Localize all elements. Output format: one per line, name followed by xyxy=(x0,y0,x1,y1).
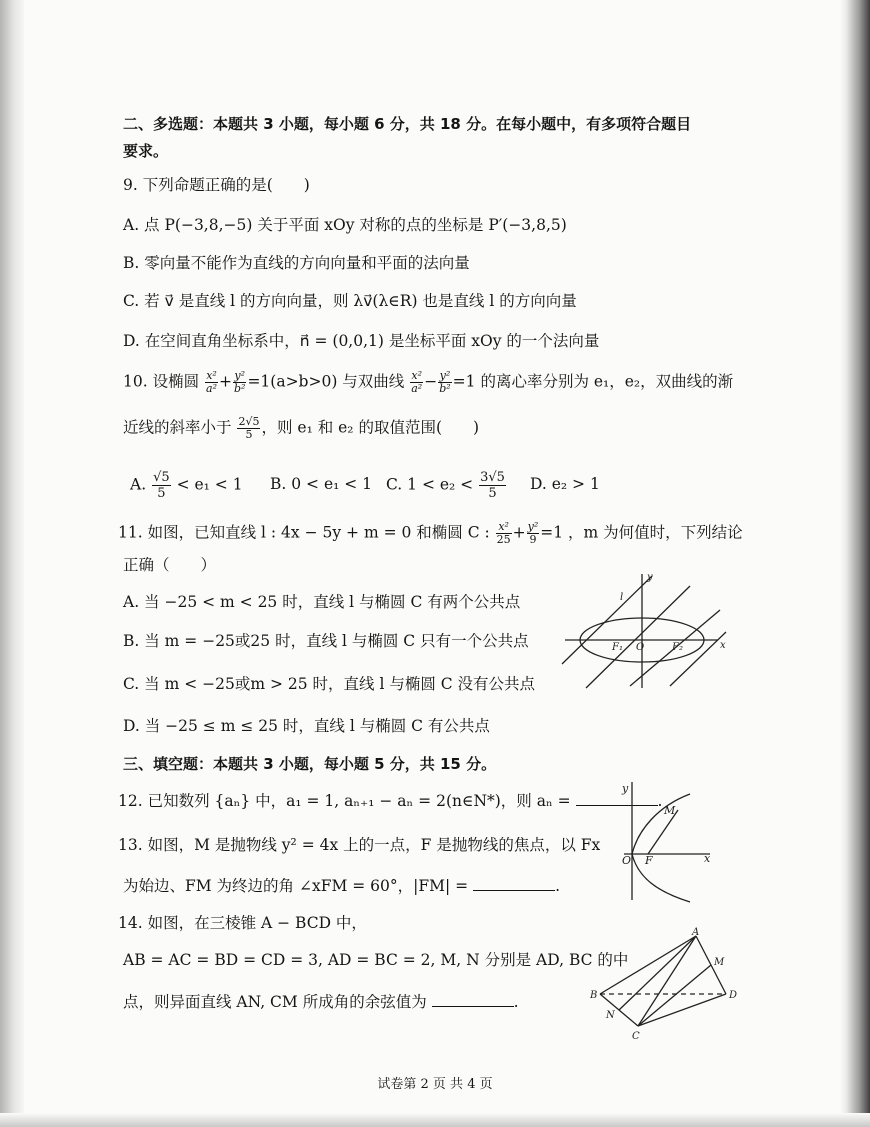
q14-figure-tetrahedron xyxy=(586,926,746,1042)
q14-fig-c-label: C xyxy=(632,1031,640,1042)
q9-option-c: C. 若 v⃗ 是直线 l 的方向向量，则 λv⃗(λ∈R) 也是直线 l 的方向向量 xyxy=(123,292,577,310)
q9-option-d: D. 在空间直角坐标系中，n⃗ = (0,0,1) 是坐标平面 xOy 的一个法向量 xyxy=(123,332,600,350)
q13-answer-blank[interactable] xyxy=(473,890,555,891)
q10-hyperbola-x-term: $\frac{\text{x²}}{\text{a²}}$ xyxy=(411,369,423,395)
segment-cm xyxy=(638,965,711,1026)
q11-line1 xyxy=(118,521,743,546)
paper-bottom-shadow xyxy=(0,1113,870,1127)
q10-option-c: C. 1 < e₂ < $\frac{3√5}{5}$ xyxy=(386,470,505,501)
q10-minus: − xyxy=(424,372,438,391)
q11-option-b: B. 当 m = −25或25 时，直线 l 与椭圆 C 只有一个公共点 xyxy=(123,632,529,650)
q14-stem: 点，则异面直线 AN, CM 所成角的余弦值为 xyxy=(123,993,427,1011)
q9-option-b: B. 零向量不能作为直线的方向向量和平面的法向量 xyxy=(123,254,470,272)
q11-plus: + xyxy=(512,523,526,542)
q11-fig-y-label: y xyxy=(647,572,653,583)
q14-fig-m-label: M xyxy=(714,957,725,968)
q14-line3: 点，则异面直线 AN, CM 所成角的余弦值为 . xyxy=(123,993,519,1011)
q11-figure-ellipse-lines xyxy=(560,570,735,692)
q10-ellipse-x-term: $\frac{\text{x²}}{\text{a²}}$ xyxy=(206,369,217,395)
section2-heading: 二、多选题：本题共 3 小题，每小题 6 分，共 18 分。在每小题中，有多项符合题目 xyxy=(123,115,692,133)
q10-option-b: B. 0 < e₁ < 1 xyxy=(270,475,373,493)
q14-answer-blank[interactable] xyxy=(432,1006,514,1007)
q11-option-d: D. 当 −25 ≤ m ≤ 25 时，直线 l 与椭圆 C 有公共点 xyxy=(123,717,490,735)
q10-stem-c: =1 的离心率分别为 e₁，e₂，双曲线的渐 xyxy=(452,372,734,391)
q13-fig-o-label: O xyxy=(622,854,632,867)
q10-stem-e: ，则 e₁ 和 e₂ 的取值范围( ) xyxy=(261,418,480,437)
q13-fig-m-label: M xyxy=(664,804,676,817)
q11-option-c: C. 当 m < −25或m > 25 时，直线 l 与椭圆 C 没有公共点 xyxy=(123,675,536,693)
q11-option-a: A. 当 −25 < m < 25 时，直线 l 与椭圆 C 有两个公共点 xyxy=(123,593,521,611)
q13-fig-f-label: F xyxy=(645,854,653,867)
q13-stem: 为始边、FM 为终边的角 ∠xFM = 60°，|FM| = xyxy=(123,877,469,895)
q12-line: 12. 已知数列 {aₙ} 中，a₁ = 1, aₙ₊₁ − aₙ = 2(n∈N*)，则 aₙ = . xyxy=(118,792,663,810)
q10-line1 xyxy=(123,370,733,395)
q11-fig-o-label: O xyxy=(636,642,645,653)
q11-line-2 xyxy=(586,586,690,688)
q13-line2: 为始边、FM 为终边的角 ∠xFM = 60°，|FM| = . xyxy=(123,877,561,895)
q10-slope-fraction: $\frac{2√5}{5}$ xyxy=(238,415,260,441)
section2-heading-cont: 要求。 xyxy=(123,142,169,160)
edge-ac xyxy=(638,936,696,1026)
q14-fig-n-label: N xyxy=(606,1010,615,1021)
q13-line1: 13. 如图，M 是抛物线 y² = 4x 上的一点，F 是抛物线的焦点，以 Fx xyxy=(118,836,601,854)
q14-line2: AB = AC = BD = CD = 3, AD = BC = 2, M, N 分别是 AD, BC 的中 xyxy=(123,951,629,969)
q10-hyperbola-y-term: $\frac{\text{y²}}{\text{b²}}$ xyxy=(439,369,451,395)
q11-line2: 正确（ ） xyxy=(123,556,217,574)
q12-stem: 12. 已知数列 {aₙ} 中，a₁ = 1, aₙ₊₁ − aₙ = 2(n∈N*)，则 aₙ = xyxy=(118,792,571,810)
q11-y-term: $\frac{\text{y²}}{9}$ xyxy=(527,520,539,546)
edge-ab xyxy=(600,936,696,994)
q14-fig-b-label: B xyxy=(590,990,598,1001)
q13-fig-y-label: y xyxy=(622,782,629,795)
q13-parabola xyxy=(632,794,690,902)
paper-left-shadow xyxy=(0,0,24,1127)
q9-option-a: A. 点 P(−3,8,−5) 关于平面 xOy 对称的点的坐标是 P′(−3,8,5) xyxy=(123,216,567,234)
q14-fig-a-label: A xyxy=(692,927,700,938)
q14-fig-d-label: D xyxy=(729,990,738,1001)
q11-fig-l-label: l xyxy=(620,592,624,603)
q10-plus: + xyxy=(218,372,232,391)
q13-figure-parabola xyxy=(618,780,718,904)
q10-ellipse-y-term: $\frac{\text{y²}}{\text{b²}}$ xyxy=(233,369,246,395)
q14-line1: 14. 如图，在三棱锥 A − BCD 中， xyxy=(118,914,367,932)
q11-stem-a: 11. 如图，已知直线 l : 4x − 5y + m = 0 和椭圆 C : xyxy=(118,523,490,542)
q11-x-term: $\frac{\text{x²}}{25}$ xyxy=(496,520,511,546)
q13-fig-x-label: x xyxy=(704,852,711,865)
q11-fig-x-label: x xyxy=(720,640,726,651)
q10-stem-b: =1(a>b>0) 与双曲线 xyxy=(247,372,405,391)
section3-heading: 三、填空题：本题共 3 小题，每小题 5 分，共 15 分。 xyxy=(123,755,497,773)
q10-line2 xyxy=(123,416,479,441)
q11-fig-f2-label: F₂ xyxy=(672,642,683,653)
edge-cd xyxy=(638,994,726,1026)
q10-option-d: D. e₂ > 1 xyxy=(530,475,600,493)
segment-an xyxy=(619,936,696,1010)
q9-stem: 9. 下列命题正确的是( ) xyxy=(123,176,310,194)
q11-fig-f1-label: F₁ xyxy=(612,642,623,653)
q10-stem-a: 10. 设椭圆 xyxy=(123,372,200,391)
q10-option-a: A. $\frac{√5}{5}$ < e₁ < 1 xyxy=(130,470,243,501)
page-footer: 试卷第 2 页 共 4 页 xyxy=(377,1077,493,1092)
paper-right-shadow xyxy=(840,0,870,1127)
q10-stem-d: 近线的斜率小于 xyxy=(123,418,232,437)
q11-stem-b: =1 ，m 为何值时，下列结论 xyxy=(540,523,743,542)
